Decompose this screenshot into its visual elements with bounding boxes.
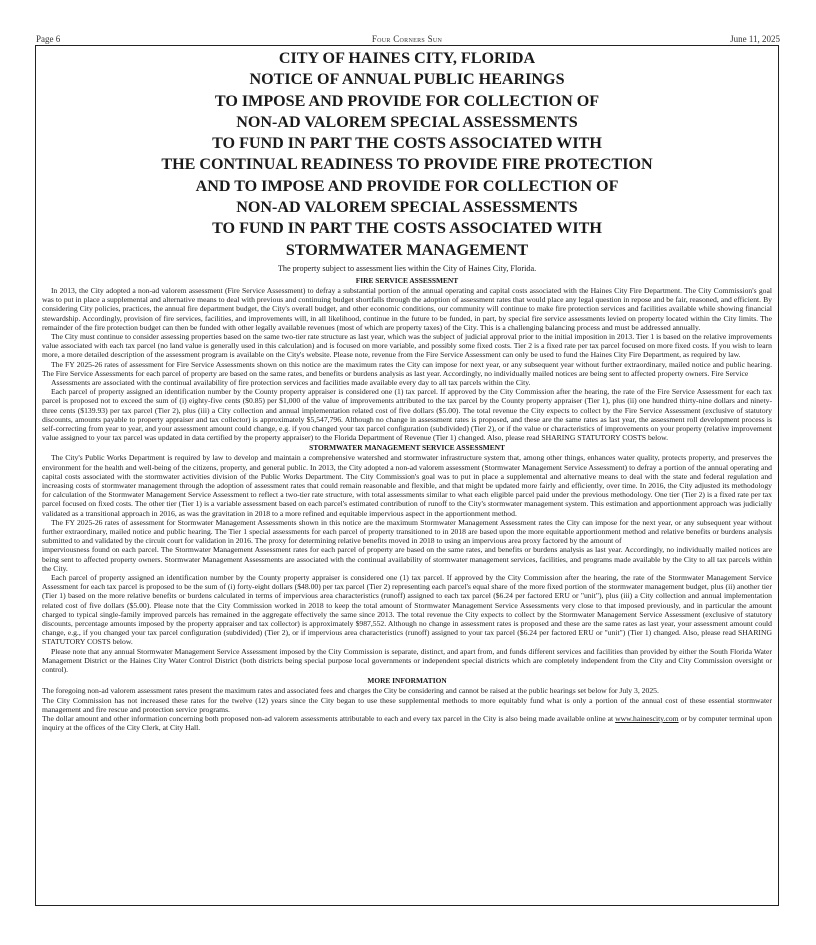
stormwater-paragraph: Each parcel of property assigned an identification number by the County property appraiser is considered one (1) tax parcel. If approved by the City Commission after the hearing, the rate of the Stormwater Management Service Assessment for each tax parcel is proposed to be the sum of (i) forty-eight dollars ($48.00) per tax parcel (Tier 2) representing each parcel's equal share of the more fixed portion of the stormwater management budget, plus (ii) another tier (Tier 1) based on the more relative benefits or burdens calculated in terms of impervious area characteristics (runoff) assigned to each tax parcel ($6.24 per factored ERU or "unit"), plus (iii) a City collection and annual implementation related cost of five dollars ($5.00). Please note that the City Commission worked in 2018 to keep the total amount of Stormwater Management Service Assessments very close to that imposed previously, and in particular the amount charged to typical single-family improved parcels has remained in the aggregate effectively the same since 2013. The total revenue the City expects to collect by the Stormwater Management Service Assessment (exclusive of statutory discounts, percentage amounts imposed by the property appraiser and tax collector) is approximately $987,552. Although no change in assessment rates is proposed and these are the same rates as last year, your assessment amount could change, e.g., if you changed your tax parcel configuration (subdivided) (Tier 2), or if impervious area characteristics (runoff) assigned to your tax parcel ($6.24 per factored ERU or "unit") (Tier 1) changed. Also, please read SHARING STATUTORY COSTS below. (42, 573, 772, 647)
more-info-paragraph: The foregoing non-ad valorem assessment rates present the maximum rates and associated fees and charges the City be considering and cannot be raised at the public hearings set below for July 3, 2025. (42, 686, 659, 696)
stormwater-paragraph: The FY 2025-26 rates of assessment for Stormwater Management Assessments shown in this notice are the maximum Stormwater Management Assessment rates the City can impose for the next year, or any subsequent year without further extraordinary, mailed notice and public hearing. The Tier 1 special assessments for each parcel of property transitioned to in 2018 are based upon the more equitable apportionment method and relative benefits or burdens analysis submitted to and validated by the circuit court for validation in 2016. The proxy for determining relative benefits moved in 2018 to using an impervious area proxy factored by the amount of (42, 517, 772, 546)
fire-paragraph: Assessments are associated with the continual availability of fire protection services and facilities made available every day to all tax parcels within the City. (51, 378, 531, 387)
notice-title-line: THE CONTINUAL READINESS TO PROVIDE FIRE PROTECTION (161, 156, 653, 174)
more-info-text: or by computer terminal upon inquiry at the offices of the City Clerk, at City Hall. (42, 713, 772, 733)
notice-title-line: NON-AD VALOREM SPECIAL ASSESSMENTS (236, 113, 578, 131)
notice-title-line: NOTICE OF ANNUAL PUBLIC HEARINGS (249, 71, 565, 89)
city-website-link[interactable]: www.hainescity.com (615, 713, 679, 723)
notice-intro: The property subject to assessment lies within the City of Haines City, Florida. (277, 263, 537, 273)
notice-title-line: AND TO IMPOSE AND PROVIDE FOR COLLECTION OF (195, 177, 619, 195)
more-info-text: The dollar amount and other information concerning both proposed non-ad valorem assessments attributable to each and every tax parcel in the City is also being made available online at (42, 713, 614, 723)
fire-section-heading: FIRE SERVICE ASSESSMENT (355, 275, 459, 285)
more-info-heading: MORE INFORMATION (367, 676, 447, 686)
fire-paragraph: The FY 2025-26 rates of assessment for Fire Service Assessments shown on this notice are the maximum rates the City can impose for next year, or any subsequent year without further extraordinary, mailed notice and public hearing. The Fire Service Assessments for each parcel of property are based on the same rates, and benefits or burdens analysis as last year. Accordingly, no individually mailed notices are being sent to affected property owners. Fire Service (42, 359, 772, 378)
notice-title-line: TO FUND IN PART THE COSTS ASSOCIATED WITH (212, 135, 602, 153)
stormwater-paragraph: Please note that any annual Stormwater Management Service Assessment imposed by the City Commission is separate, distinct, and apart from, and funds different services and facilities than provided by either the South Florida Water Management District or the Haines City Water Control District (both districts being special purpose local governments or independent special districts which are completely independent from the City and City Commission oversight or control). (42, 646, 772, 675)
stormwater-paragraph: imperviousness found on each parcel. The Stormwater Management Assessment rates for each parcel of property are based on the same rates, and benefits or burdens analysis as last year. Accordingly, no individually mailed notices are being sent to affected property owners. Stormwater Management Assessments are associated with the continual availability of stormwater management services, facilities, and programs made available by the City to all tax parcels within the City. (42, 545, 772, 573)
notice-title-line: CITY OF HAINES CITY, FLORIDA (278, 50, 536, 67)
publication-name: Four Corners Sun (371, 34, 443, 44)
fire-paragraph: In 2013, the City adopted a non-ad valorem assessment (Fire Service Assessment) to defray a substantial portion of the annual operating and capital costs associated with the Haines City Fire Department. The City Commission's goal was to put in place a supplemental and alternative means to deal with previous and continuing budget shortfalls through the adoption of assessment rates that would place any legal question in repose and be fair, reasoned, and efficient. By considering City policies, practices, the annual fire department budget, the City's overall budget, and other economic conditions, our community will continue to make fire protection services and facilities available while showing financial stewardship. Accordingly, provision of fire services, facilities, and improvements will, in all likelihood, continue in the future to be funded, in part, by special fire service assessments levied on property located within the City limits. The remainder of the fire protection budget can then be funded with other legally available revenues (most of which are property taxes) of the City. This is a challenging balancing process and must be addressed annually. (42, 285, 772, 332)
stormwater-paragraph: The City's Public Works Department is required by law to develop and maintain a comprehensive watershed and stormwater infrastructure system that, among other things, enhances water quality, protects property, and preserves the environment for the health and well-being of the citizens, property, and general public. In 2013, the City adopted a non-ad valorem assessment (Stormwater Management Service Assessment) to defray a portion of the annual operating and capital costs associated with the stormwater activities division of the Public Works Department. The City Commission's goal was to put in place a supplemental and alternative means to deal with the state and federal regulation and increasing costs of stormwater management through the adoption of assessment rates that could remain reasonable and flexible, and that might be updated more fairly and efficiently, over time. In 2016, the City adjusted its methodology for calculation of the Stormwater Management Service Assessment to reflect a two-tier rate structure, with total assessments similar to what each eligible parcel paid under the previous methodology. One tier (Tier 2) is a fixed rate per tax parcel focused on fixed costs. The other tier (Tier 1) is a variable assessment based on each parcel's estimated contribution of runoff to the City's stormwater management system. This estimation and apportionment approach was judicially validated as a transitional approach in 2016, as was the gravitation in 2018 to a more refined and equitable impervious aspect in the apportionment method. (42, 453, 772, 518)
notice-title-block (42, 48, 772, 261)
more-info-paragraph: The City Commission has not increased these rates for the twelve (12) years since the City began to use these supplemental methods to more equitably fund what is only a portion of the annual cost of these essential stormwater management and fire rescue and protection service programs. (42, 695, 772, 714)
page-number: Page 6 (36, 34, 61, 44)
legal-notice (35, 45, 779, 906)
fire-paragraph: The City must continue to consider assessing properties based on the same two-tier rate structure as last year, which was the subject of judicial approval prior to the initial imposition in 2013. Tier 1 is based on the relative improvements value associated with each tax parcel (no land value is generally used in this calculation) and is focused on more variable, and possibly some fixed costs. Tier 2 is a fixed rate per tax parcel focused on more fixed costs. If you wish to learn more, a more detailed description of the assessment program is available on the City's website. Please note, revenue from the Fire Service Assessment can only be used to fund the Haines City Fire Department, as required by law. (42, 331, 772, 360)
fire-paragraph: Each parcel of property assigned an identification number by the County property appraiser is considered one (1) tax parcel. If approved by the City Commission after the hearing, the rate of the Fire Service Assessment for each tax parcel is proposed not to exceed the sum of (i) eighty-five cents ($0.85) per $1,000 of the value of improvements attributed to the tax parcel by the County property appraiser (Tier 1), plus (ii) one hundred thirty-nine dollars and ninety-three cents ($139.93) per tax parcel (Tier 2), plus (iii) a City collection and annual implementation related cost of five dollars ($5.00). The total revenue the City expects to collect by the Fire Service Assessment (exclusive of statutory discounts, amounts payable to property appraiser and tax collector) is approximately $5,547,796. Although no change in assessment rates is proposed, and these are the same rates as last year, the assessment roll development process is self-correcting from year to year, and your assessment amount could change, e.g. if you changed your tax parcel configuration (subdivided) (Tier 2), or if the value or characteristics of improvements on your property (relative improvement value assigned to your tax parcel was updated in data certified by the property appraiser) to the Florida Department of Revenue (Tier 1) changed. Also, please read SHARING STATUTORY COSTS below. (42, 387, 772, 443)
stormwater-section-heading: STORMWATER MANAGEMENT SERVICE ASSESSMENT (309, 443, 505, 453)
notice-title-line: STORMWATER MANAGEMENT (285, 241, 529, 259)
notice-title-line: TO IMPOSE AND PROVIDE FOR COLLECTION OF (214, 92, 600, 110)
issue-date: June 11, 2025 (730, 34, 780, 44)
notice-title-line: TO FUND IN PART THE COSTS ASSOCIATED WITH (212, 220, 602, 238)
more-info-paragraph (42, 714, 772, 732)
notice-title-line: NON-AD VALOREM SPECIAL ASSESSMENTS (236, 199, 578, 217)
